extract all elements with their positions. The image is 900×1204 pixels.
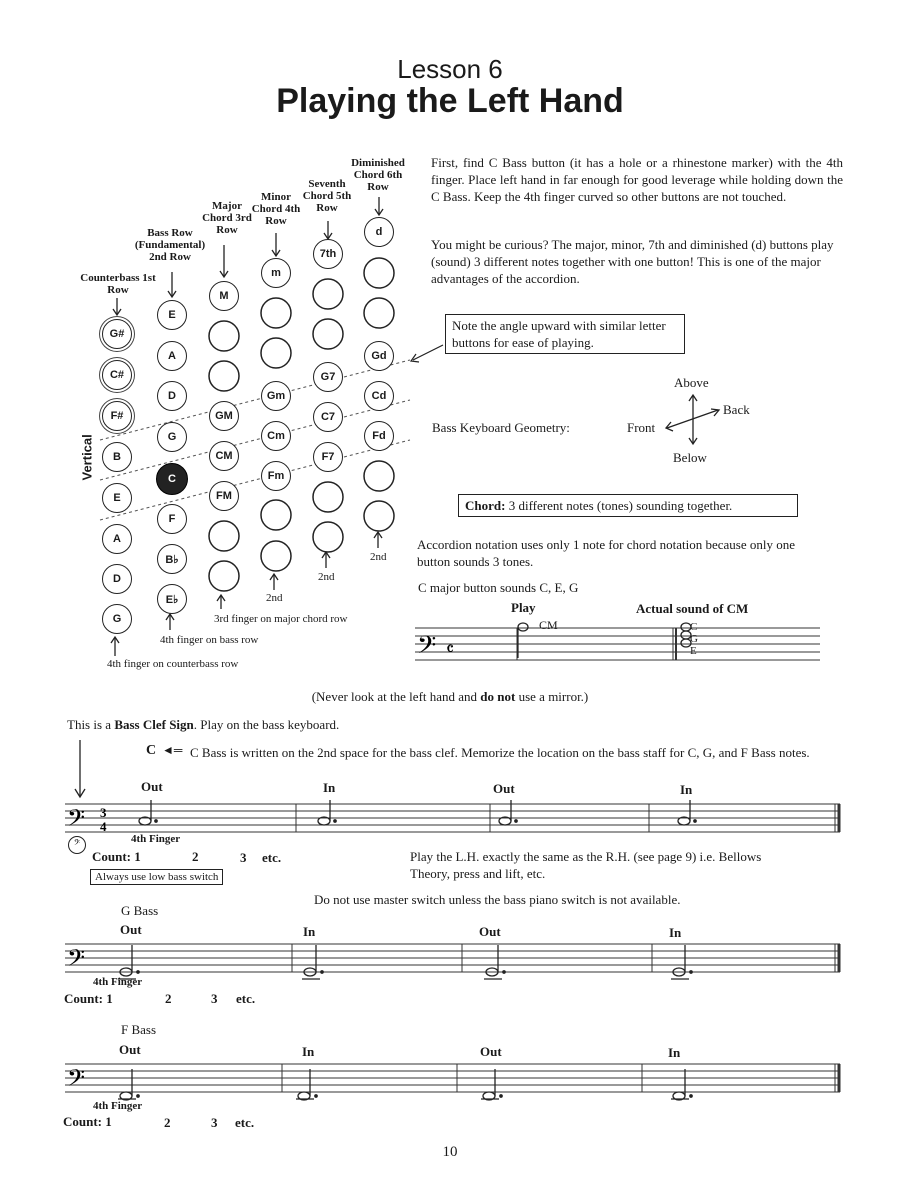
button-counterbass-c-sharp: C#	[102, 360, 132, 390]
button-counterbass-g: G	[102, 604, 132, 634]
never-look-note	[0, 688, 900, 705]
button-diminished-f: Fd	[364, 421, 394, 451]
c-major-sound: C major button sounds C, E, G	[418, 580, 579, 595]
vertical-label: Vertical	[79, 434, 95, 481]
bass-clef-pre: This is a	[67, 717, 115, 732]
bass-clef-intro	[67, 716, 339, 733]
paragraph-find-c-bass: First, find C Bass button (it has a hole or a rhinestone marker) with the 4th finger. Place left hand in far enough for good leverage while holding down the C Bass. Keep the 4th finger curved so other buttons are not touched.	[431, 155, 843, 204]
staff1-bellows-1: Out	[141, 779, 163, 794]
staff3-bellows-2: In	[302, 1044, 315, 1059]
button-bass-f: F	[157, 504, 187, 534]
second-finger-dim: 2nd	[370, 551, 387, 563]
cm-label: CM	[539, 618, 558, 632]
button-major-f: FM	[209, 481, 239, 511]
header-diminished: Diminished Chord 6th Row	[351, 157, 405, 193]
note-box-angle: Note the angle upward with similar letter buttons for ease of playing.	[445, 314, 685, 354]
button-bass-e-flat: E♭	[157, 584, 187, 614]
page-number: 10	[442, 1144, 458, 1160]
button-major-g: GM	[209, 401, 239, 431]
staff1-finger: 4th Finger	[131, 833, 181, 845]
finger-bass-label: 4th finger on bass row	[160, 634, 259, 646]
staff1-bellows-2: In	[323, 780, 336, 795]
clef-pointer-arrow	[70, 738, 90, 800]
note-e: E	[690, 645, 697, 657]
button-diminished-g: Gd	[364, 341, 394, 371]
svg-text:𝄢: 𝄢	[417, 632, 437, 665]
note-g: G	[690, 633, 698, 645]
button-bass-d: D	[157, 381, 187, 411]
svg-text:4: 4	[100, 819, 107, 834]
never-bold: do not	[480, 689, 516, 704]
header-minor: Minor Chord 4th Row	[251, 191, 301, 227]
staff2-bellows-3: Out	[479, 924, 501, 939]
play-label: Play	[511, 600, 536, 615]
staff3-bellows-4: In	[668, 1045, 681, 1060]
staff-f-bass	[60, 1060, 850, 1110]
staff1-bellows-4: In	[680, 782, 693, 797]
staff1-count-1: Count: 1	[92, 849, 141, 864]
button-diminished: d	[364, 217, 394, 247]
staff3-finger: 4th Finger	[93, 1100, 143, 1112]
button-seventh-g: G7	[313, 362, 343, 392]
staff1-count-2: 2	[192, 849, 199, 864]
page-title: Playing the Left Hand	[276, 82, 624, 120]
notation-note: Accordion notation uses only 1 note for chord notation because only one button sounds 3 tones.	[417, 537, 795, 569]
actual-sound-label: Actual sound of CM	[636, 601, 749, 616]
svg-text:𝄴: 𝄴	[446, 639, 455, 659]
button-minor: m	[261, 258, 291, 288]
chord-term: Chord:	[465, 498, 506, 513]
staff2-bellows-4: In	[669, 925, 682, 940]
geometry-label: Bass Keyboard Geometry:	[432, 420, 570, 435]
staff1-bellows-3: Out	[493, 781, 515, 796]
button-diminished-c: Cd	[364, 381, 394, 411]
geometry-back: Back	[723, 402, 750, 417]
staff3-count-2: 2	[164, 1115, 171, 1130]
button-counterbass-g-sharp: G#	[102, 319, 132, 349]
chord-definition-box	[458, 494, 798, 517]
finger-counterbass-label: 4th finger on counterbass row	[107, 658, 239, 670]
never-post: use a mirror.)	[515, 689, 589, 704]
low-bass-switch-note: Always use low bass switch	[90, 869, 223, 885]
second-finger-minor: 2nd	[266, 592, 283, 604]
staff2-count-2: 2	[165, 991, 172, 1006]
staff2-count-1: Count: 1	[64, 991, 113, 1006]
button-bass-g: G	[157, 422, 187, 452]
low-bass-switch-icon: 𝄢	[68, 836, 86, 854]
lesson-number: Lesson 6	[397, 54, 503, 84]
staff2-count-etc: etc.	[236, 991, 256, 1006]
note-c: C	[690, 621, 698, 633]
button-seventh-c: C7	[313, 402, 343, 432]
staff1-count-3: 3	[240, 850, 247, 865]
staff2-count-3: 3	[211, 991, 218, 1006]
play-lh-note: Play the L.H. exactly the same as the R.H. (see page 9) i.e. Bellows Theory, press and lift, etc.	[410, 849, 762, 881]
svg-text:𝄢: 𝄢	[67, 806, 86, 837]
button-counterbass-e: E	[102, 483, 132, 513]
c-note-label: C	[146, 743, 157, 758]
button-bass-e: E	[157, 300, 187, 330]
staff2-bellows-2: In	[303, 924, 316, 939]
header-seventh: Seventh Chord 5th Row	[302, 178, 352, 214]
f-bass-label: F Bass	[121, 1022, 157, 1037]
staff1-count-etc: etc.	[262, 850, 282, 865]
g-bass-label: G Bass	[121, 903, 159, 918]
svg-text:3: 3	[100, 805, 107, 820]
button-counterbass-f-sharp: F#	[102, 401, 132, 431]
c-bass-explanation: C Bass is written on the 2nd space for the bass clef. Memorize the location on the bass staff for C, G, and F Bass notes.	[190, 745, 810, 760]
geometry-above: Above	[674, 375, 709, 390]
geometry-front: Front	[627, 420, 656, 435]
button-minor-c: Cm	[261, 421, 291, 451]
cm-staff	[410, 614, 830, 670]
staff2-bellows-1: Out	[120, 922, 142, 937]
button-major: M	[209, 281, 239, 311]
button-seventh: 7th	[313, 239, 343, 269]
button-counterbass-a: A	[102, 524, 132, 554]
finger-major-label: 3rd finger on major chord row	[214, 613, 348, 625]
never-pre: (Never look at the left hand and	[311, 689, 481, 704]
button-minor-g: Gm	[261, 381, 291, 411]
staff3-count-3: 3	[211, 1115, 218, 1130]
paragraph-chord-buttons: You might be curious? The major, minor, 7th and diminished (d) buttons play (sound) 3 different notes together with one button! This is one of the major advantages of the accordion.	[431, 237, 834, 286]
staff3-bellows-3: Out	[480, 1044, 502, 1059]
button-major-c: CM	[209, 441, 239, 471]
staff2-finger: 4th Finger	[93, 976, 143, 988]
button-bass-a: A	[157, 341, 187, 371]
chord-definition: 3 different notes (tones) sounding together.	[508, 498, 733, 513]
arrow-left-icon: ◄═	[162, 743, 183, 757]
bass-clef-bold: Bass Clef Sign	[114, 717, 194, 732]
button-bass-c-marked: C	[156, 463, 188, 495]
staff3-count-etc: etc.	[235, 1115, 255, 1130]
svg-text:𝄢: 𝄢	[67, 946, 86, 977]
second-finger-seventh: 2nd	[318, 571, 335, 583]
button-minor-f: Fm	[261, 461, 291, 491]
header-major: Major Chord 3rd Row	[202, 200, 252, 236]
svg-text:𝄢: 𝄢	[67, 1066, 86, 1097]
button-counterbass-d: D	[102, 564, 132, 594]
bass-clef-post: . Play on the bass keyboard.	[193, 717, 340, 732]
button-counterbass-b: B	[102, 442, 132, 472]
staff3-bellows-1: Out	[119, 1042, 141, 1057]
header-bass: Bass Row (Fundamental) 2nd Row	[134, 227, 206, 263]
master-switch-note: Do not use master switch unless the bass piano switch is not available.	[314, 892, 681, 907]
button-bass-b-flat: B♭	[157, 544, 187, 574]
header-counterbass: Counterbass 1st Row	[80, 272, 156, 296]
staff-g-bass	[60, 940, 850, 990]
geometry-below: Below	[673, 450, 707, 465]
staff3-count-1: Count: 1	[63, 1114, 112, 1129]
button-seventh-f: F7	[313, 442, 343, 472]
